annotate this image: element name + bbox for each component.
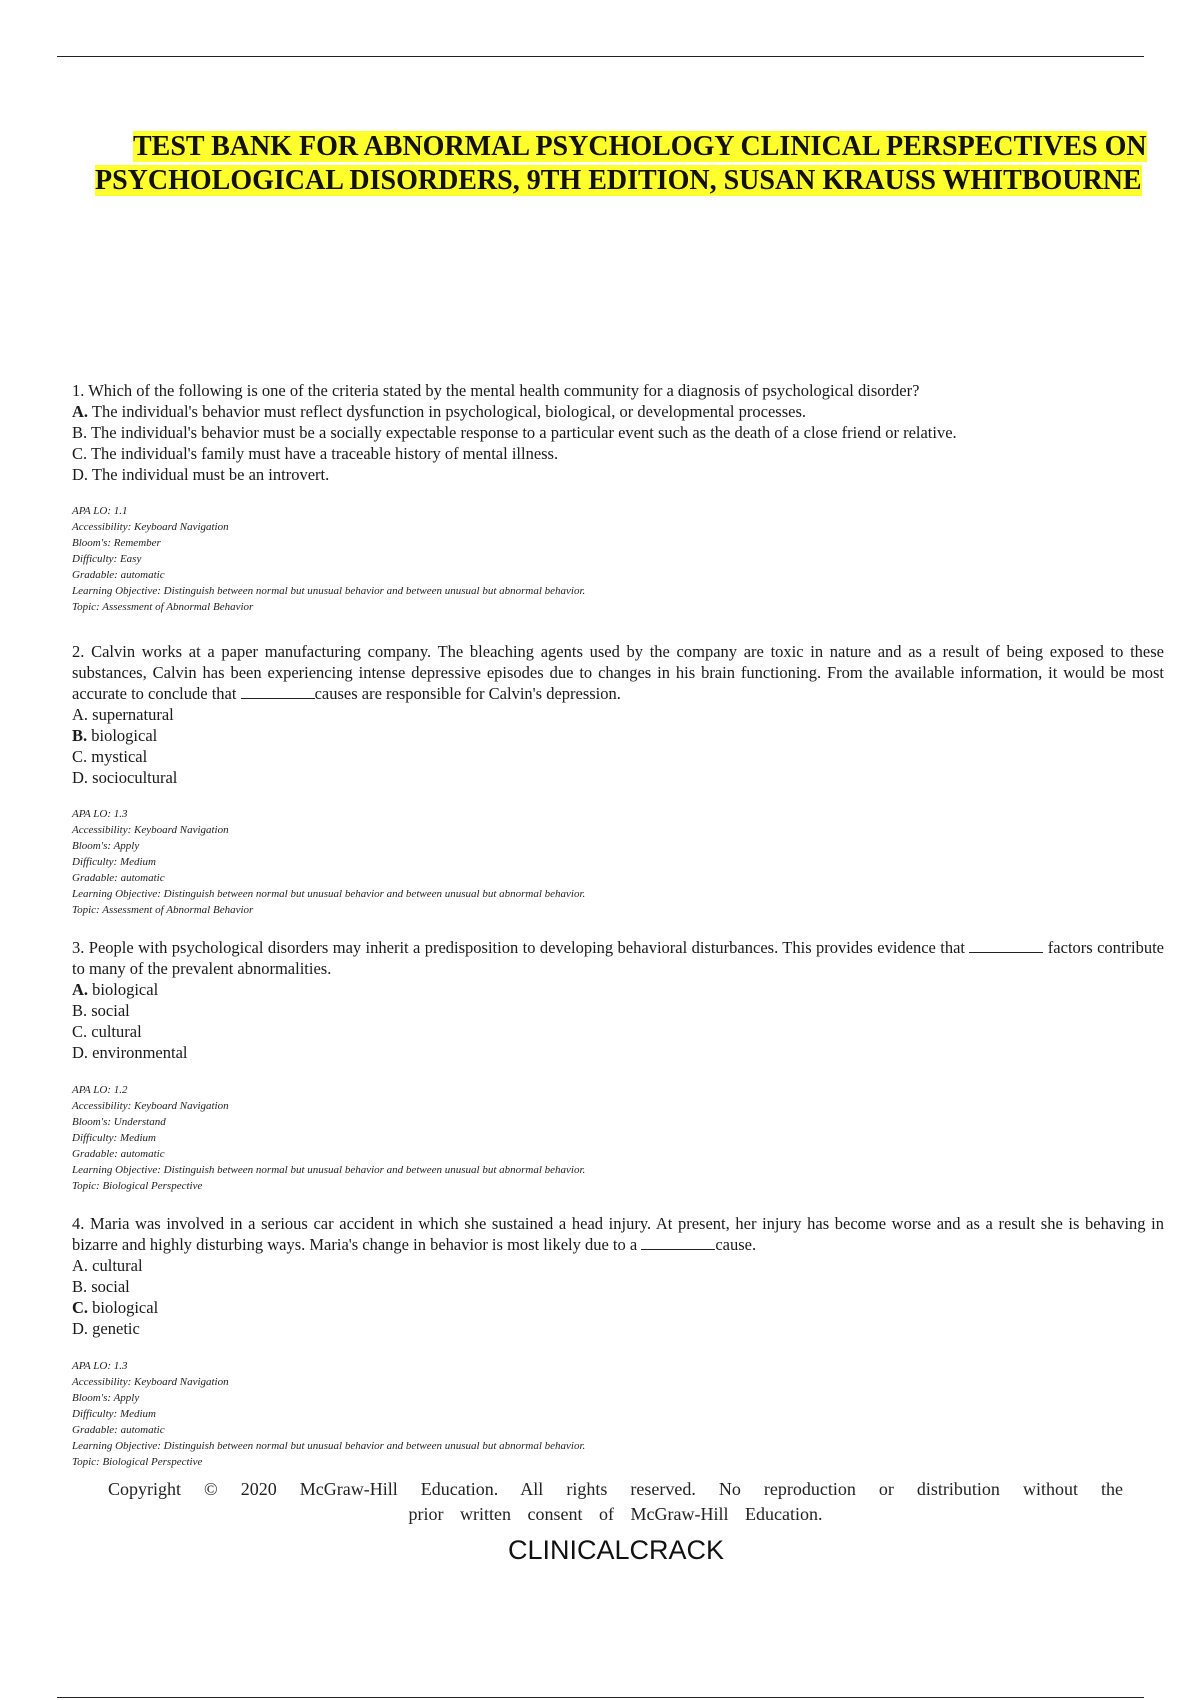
- gradable: Gradable: automatic: [72, 872, 165, 884]
- accessibility: Accessibility: Keyboard Navigation: [72, 1100, 229, 1112]
- question-stem: 1. Which of the following is one of the criteria stated by the mental health community for a diagnosis of psychological disorder?: [72, 381, 920, 400]
- question-stem: 3. People with psychological disorders may inherit a predisposition to developing behavioral disturbances. This provides evidence that factors contribute to many of the prevalent abnormalities.: [72, 938, 1164, 978]
- option-d: D. environmental: [72, 1043, 188, 1062]
- learning-objective: Learning Objective: Distinguish between normal but unusual behavior and between unusual but abnormal behavior.: [72, 1164, 586, 1176]
- gradable: Gradable: automatic: [72, 569, 165, 581]
- gradable: Gradable: automatic: [72, 1148, 165, 1160]
- question-4-metadata: [72, 1358, 972, 1470]
- copyright-notice: [108, 1477, 1123, 1527]
- title-line-1: TEST BANK FOR ABNORMAL PSYCHOLOGY CLINICAL PERSPECTIVES ON: [133, 131, 1147, 162]
- accessibility: Accessibility: Keyboard Navigation: [72, 1376, 229, 1388]
- question-3-metadata: [72, 1082, 972, 1194]
- apa-lo: APA LO: 1.3: [72, 1360, 128, 1372]
- learning-objective: Learning Objective: Distinguish between normal but unusual behavior and between unusual but abnormal behavior.: [72, 1440, 586, 1452]
- option-b: B. The individual's behavior must be a socially expectable response to a particular event such as the death of a close friend or relative.: [72, 423, 957, 442]
- topic: Topic: Biological Perspective: [72, 1456, 203, 1468]
- title-line-2: PSYCHOLOGICAL DISORDERS, 9TH EDITION, SUSAN KRAUSS WHITBOURNE: [95, 165, 1142, 196]
- apa-lo: APA LO: 1.3: [72, 808, 128, 820]
- gradable: Gradable: automatic: [72, 1424, 165, 1436]
- question-4: [72, 1213, 1164, 1339]
- question-1: [72, 380, 1164, 485]
- topic: Topic: Biological Perspective: [72, 1180, 203, 1192]
- question-stem: 4. Maria was involved in a serious car accident in which she sustained a head injury. At present, her injury has become worse and as a result she is behaving in bizarre and highly disturbing ways. Maria's change in behavior is most likely due to a cause.: [72, 1214, 1164, 1254]
- blooms: Bloom's: Remember: [72, 537, 161, 549]
- blooms: Bloom's: Understand: [72, 1116, 166, 1128]
- option-b: B. biological: [72, 726, 158, 745]
- option-c: C. The individual's family must have a traceable history of mental illness.: [72, 444, 559, 463]
- question-3: [72, 937, 1164, 1063]
- option-c: C. cultural: [72, 1022, 142, 1041]
- brand-watermark: CLINICALCRACK: [507, 1535, 725, 1565]
- difficulty: Difficulty: Medium: [72, 1408, 157, 1420]
- accessibility: Accessibility: Keyboard Navigation: [72, 521, 229, 533]
- difficulty: Difficulty: Easy: [72, 553, 142, 565]
- blooms: Bloom's: Apply: [72, 1392, 140, 1404]
- option-b: B. social: [72, 1277, 130, 1296]
- accessibility: Accessibility: Keyboard Navigation: [72, 824, 229, 836]
- answer-blank: [241, 684, 315, 699]
- difficulty: Difficulty: Medium: [72, 1132, 157, 1144]
- blooms: Bloom's: Apply: [72, 840, 140, 852]
- option-b: B. social: [72, 1001, 130, 1020]
- topic: Topic: Assessment of Abnormal Behavior: [72, 904, 254, 916]
- apa-lo: APA LO: 1.2: [72, 1084, 128, 1096]
- copyright-line-1: Copyright © 2020 McGraw-Hill Education. All rights reserved. No reproduction or distribution without the: [108, 1479, 1123, 1499]
- copyright-line-2: prior written consent of McGraw-Hill Education.: [408, 1504, 823, 1524]
- question-2: [72, 641, 1164, 788]
- question-1-metadata: [72, 503, 972, 615]
- answer-blank: [641, 1235, 715, 1250]
- top-rule: [57, 56, 1144, 57]
- topic: Topic: Assessment of Abnormal Behavior: [72, 601, 254, 613]
- option-d: D. sociocultural: [72, 768, 178, 787]
- option-a: A. supernatural: [72, 705, 174, 724]
- answer-blank: [969, 938, 1043, 953]
- difficulty: Difficulty: Medium: [72, 856, 157, 868]
- option-a: A. biological: [72, 980, 159, 999]
- learning-objective: Learning Objective: Distinguish between normal but unusual behavior and between unusual but abnormal behavior.: [72, 585, 586, 597]
- bottom-rule: [57, 1697, 1144, 1698]
- apa-lo: APA LO: 1.1: [72, 505, 128, 517]
- question-stem: 2. Calvin works at a paper manufacturing company. The bleaching agents used by the company are toxic in nature and as a result of being exposed to these substances, Calvin has been experiencing intense depressive episodes due to changes in his brain functioning. From the available information, it would be most accurate to conclude that causes are responsible for Calvin's depression.: [72, 642, 1164, 703]
- option-d: D. The individual must be an introvert.: [72, 465, 330, 484]
- learning-objective: Learning Objective: Distinguish between normal but unusual behavior and between unusual but abnormal behavior.: [72, 888, 586, 900]
- option-c: C. mystical: [72, 747, 148, 766]
- option-d: D. genetic: [72, 1319, 140, 1338]
- option-c: C. biological: [72, 1298, 159, 1317]
- question-2-metadata: [72, 806, 972, 918]
- option-a: A. The individual's behavior must reflect dysfunction in psychological, biological, or developmental processes.: [72, 402, 806, 421]
- option-a: A. cultural: [72, 1256, 143, 1275]
- document-title: [95, 130, 1175, 198]
